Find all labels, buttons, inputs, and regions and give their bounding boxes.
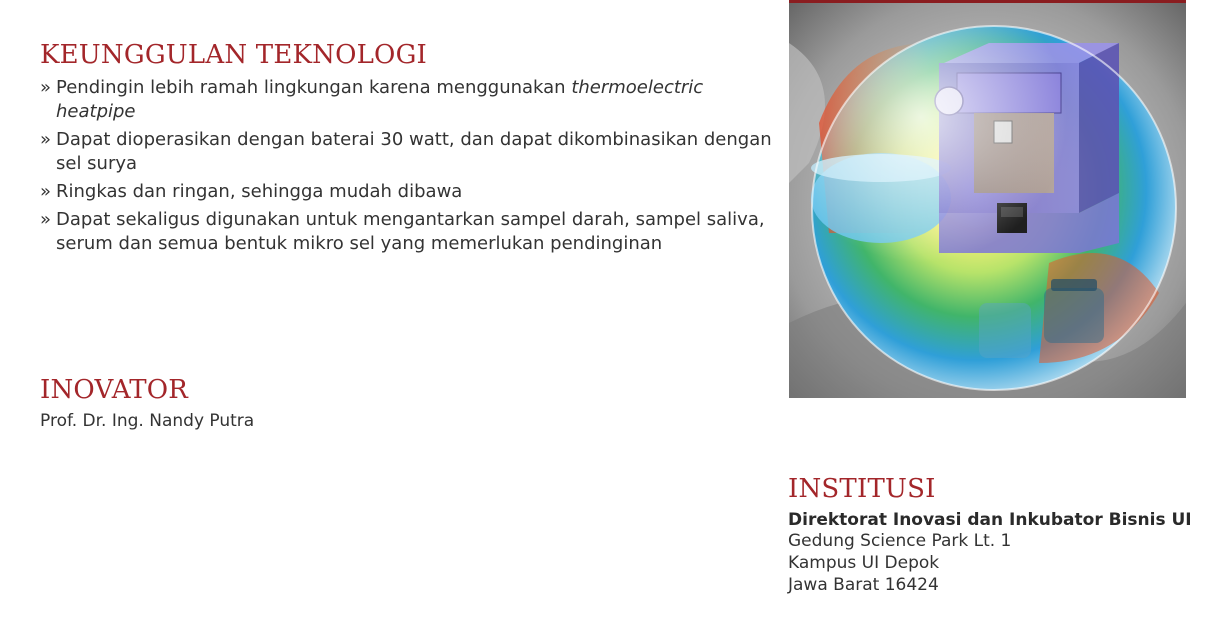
inovator-section [40, 375, 640, 431]
list-item-text: Ringkas dan ringan, sehingga mudah dibawa [56, 181, 463, 202]
institusi-org: Direktorat Inovasi dan Inkubator Bisnis UI [788, 510, 1192, 530]
advantages-list [40, 76, 780, 256]
bullet-marker: » [40, 77, 52, 98]
list-item [40, 76, 780, 124]
list-item-text: Dapat sekaligus digunakan untuk mengantarkan sampel darah, sampel saliva, serum dan semua bentuk mikro sel yang memerlukan pendinginan [56, 209, 765, 254]
address-line: Kampus UI Depok [788, 553, 940, 573]
inovator-heading: INOVATOR [40, 375, 189, 405]
advantages-heading: KEUNGGULAN TEKNOLOGI [40, 40, 428, 70]
list-item-text: Dapat dioperasikan dengan baterai 30 watt, dan dapat dikombinasikan dengan sel surya [56, 129, 772, 174]
institusi-heading: INSTITUSI [788, 474, 936, 504]
address-line: Jawa Barat 16424 [788, 575, 939, 595]
product-image [789, 0, 1186, 398]
bullet-marker: » [40, 181, 52, 202]
list-item [40, 128, 780, 176]
address-line: Gedung Science Park Lt. 1 [788, 531, 1012, 551]
institusi-section [788, 474, 1208, 596]
bullet-marker: » [40, 209, 52, 230]
bullet-marker: » [40, 129, 52, 150]
cooler-rendering-illustration [789, 3, 1186, 398]
list-item [40, 208, 780, 256]
list-item-text: Pendingin lebih ramah lingkungan karena menggunakan [56, 77, 572, 98]
list-item-italic-text: thermoelectric heatpipe [56, 77, 704, 122]
advantages-section [40, 40, 780, 260]
list-item [40, 180, 780, 204]
inovator-name: Prof. Dr. Ing. Nandy Putra [40, 411, 255, 431]
